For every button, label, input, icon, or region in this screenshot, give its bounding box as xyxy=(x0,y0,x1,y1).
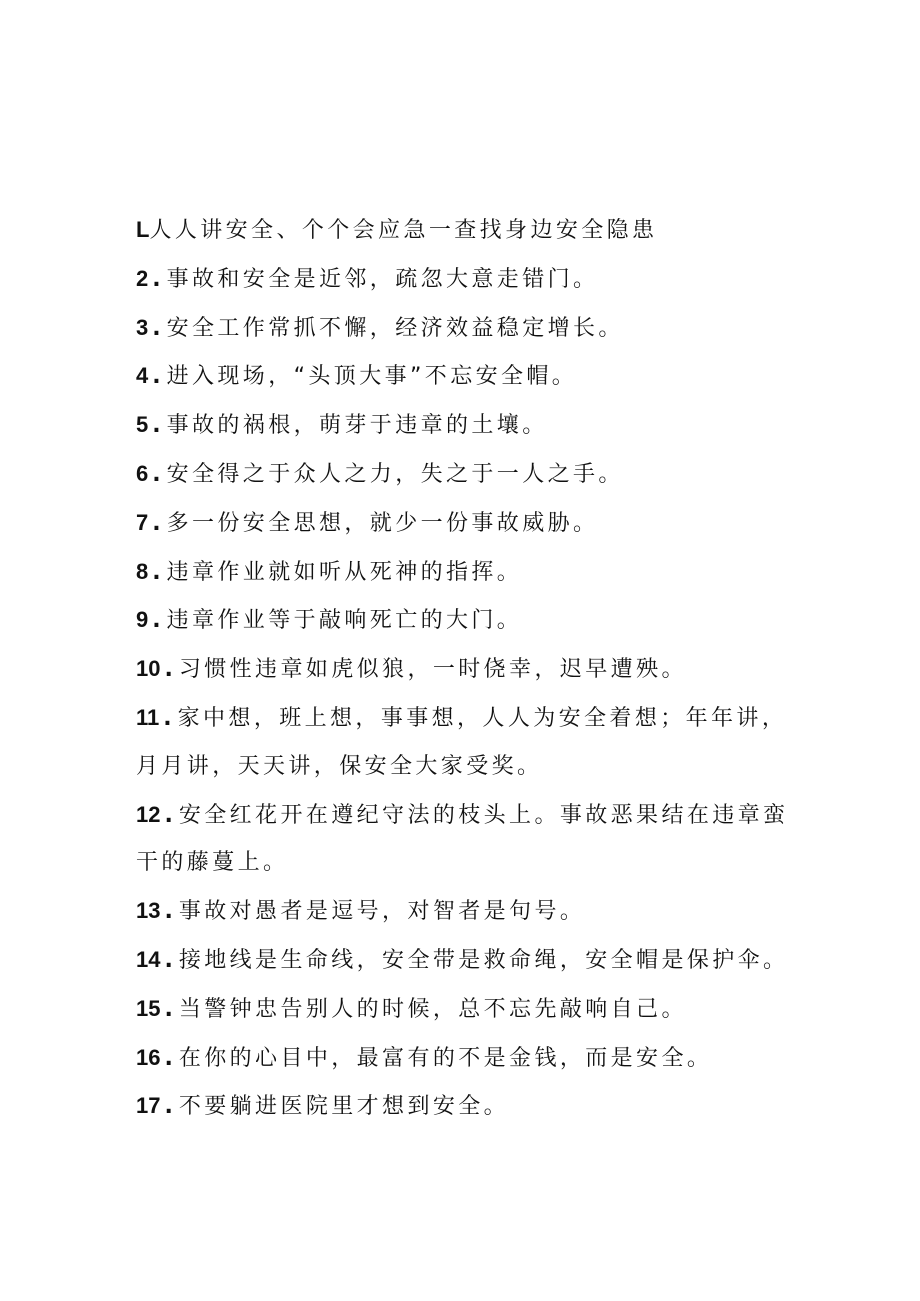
item-number: 17 xyxy=(136,1093,161,1119)
item-number: 15 xyxy=(136,995,161,1021)
item-text: 事故的祸根，萌芽于违章的土壤。 xyxy=(166,413,548,439)
item-number: 9 xyxy=(136,607,149,633)
item-text: 当警钟忠告别人的时候，总不忘先敲响自己。 xyxy=(178,996,687,1022)
item-separator: . xyxy=(163,705,172,731)
item-text-continuation: 月月讲，天天讲，保安全大家受奖。 xyxy=(136,753,543,779)
item-number: 8 xyxy=(136,558,149,584)
item-number: 11 xyxy=(136,704,160,730)
item-number: 12 xyxy=(136,801,161,827)
item-separator: . xyxy=(164,996,173,1022)
list-item xyxy=(136,1034,796,1083)
item-separator: . xyxy=(164,1094,173,1120)
item-text: 安全工作常抓不懈，经济效益稳定增长。 xyxy=(166,315,624,341)
list-item xyxy=(136,645,796,694)
item-text: 多一份安全思想，就少一份事故威胁。 xyxy=(166,510,599,536)
item-text: 事故和安全是近邻，疏忽大意走错门。 xyxy=(166,266,599,292)
list-item xyxy=(136,499,796,548)
list-item xyxy=(136,791,796,888)
item-separator: . xyxy=(152,266,161,292)
item-number: 14 xyxy=(136,946,161,972)
list-item xyxy=(136,985,796,1034)
list-item xyxy=(136,304,796,353)
item-separator: . xyxy=(152,510,161,536)
list-item xyxy=(136,936,796,985)
item-number: 3 xyxy=(136,314,149,340)
item-text: 家中想，班上想，事事想，人人为安全着想；年年讲， xyxy=(177,705,788,731)
list-item xyxy=(136,352,796,401)
item-text: 事故对愚者是逗号，对智者是句号。 xyxy=(178,899,586,925)
item-number: 16 xyxy=(136,1044,161,1070)
item-text: 人人讲安全、个个会应急一查找身边安全隐患 xyxy=(149,218,658,243)
list-item xyxy=(136,255,796,304)
list-item xyxy=(136,694,796,791)
item-number: 13 xyxy=(136,898,161,924)
item-separator: . xyxy=(164,899,173,925)
item-number: 7 xyxy=(136,509,149,535)
item-number: 5 xyxy=(136,412,149,438)
item-text: 安全得之于众人之力，失之于一人之手。 xyxy=(166,461,624,487)
list-item xyxy=(136,596,796,645)
item-number: 6 xyxy=(136,460,149,486)
item-text: 习惯性违章如虎似狼，一时侥幸，迟早遭殃。 xyxy=(178,657,687,683)
item-number: 2 xyxy=(136,265,149,291)
item-number: L xyxy=(136,217,150,242)
item-separator: . xyxy=(164,657,173,683)
item-text: 在你的心目中，最富有的不是金钱，而是安全。 xyxy=(178,1045,713,1071)
item-text: 违章作业就如听从死神的指挥。 xyxy=(166,559,523,585)
item-number: 4 xyxy=(136,363,149,389)
item-text: 不要躺进医院里才想到安全。 xyxy=(178,1094,510,1120)
list-item xyxy=(136,401,796,450)
item-text: 进入现场，“头顶大事”不忘安全帽。 xyxy=(166,364,578,390)
list-item xyxy=(136,1082,796,1131)
item-text: 违章作业等于敲响死亡的大门。 xyxy=(166,608,523,634)
slogan-list xyxy=(136,206,796,1131)
list-item xyxy=(136,887,796,936)
list-item xyxy=(136,450,796,499)
item-number: 10 xyxy=(136,656,161,682)
item-separator: . xyxy=(164,1045,173,1071)
item-separator: . xyxy=(152,413,161,439)
list-item xyxy=(136,206,796,255)
item-text: 安全红花开在遵纪守法的枝头上。事故恶果结在违章蛮 xyxy=(178,802,789,828)
list-item xyxy=(136,548,796,597)
item-separator: . xyxy=(152,315,161,341)
item-separator: . xyxy=(164,947,173,973)
item-text: 接地线是生命线，安全带是救命绳，安全帽是保护伞。 xyxy=(178,947,789,973)
item-separator: . xyxy=(152,608,161,634)
item-separator: . xyxy=(152,364,161,390)
item-separator: . xyxy=(152,559,161,585)
item-separator: . xyxy=(164,802,173,828)
item-separator: . xyxy=(152,461,161,487)
item-text-continuation: 干的藤蔓上。 xyxy=(136,850,289,876)
